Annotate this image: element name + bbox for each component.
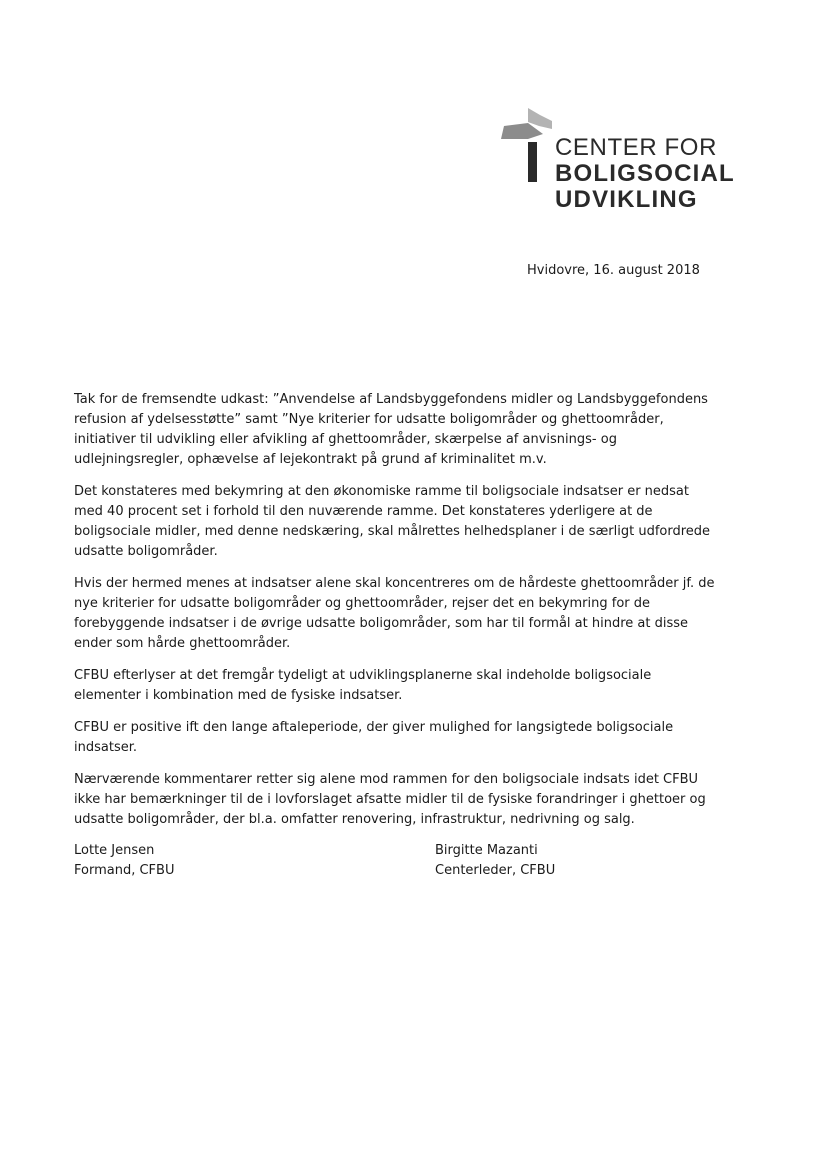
signatory-title: Centerleder, CFBU xyxy=(435,863,556,878)
logo-wordmark xyxy=(555,136,735,214)
paragraph: Det konstateres med bekymring at den økonomiske ramme til boligsociale indsatser er nedsat med 40 procent set i forhold til den nuværende ramme. Det konstateres yderligere at de boligsociale midler, med denne nedskæring, skal målrettes helhedsplaner i de særligt udfordrede udsatte boligområder. xyxy=(74,484,711,559)
signpost-logo-icon xyxy=(497,106,557,186)
letter-body xyxy=(74,390,722,842)
paragraph: Tak for de fremsendte udkast: ”Anvendelse af Landsbyggefondens midler og Landsbyggefondens refusion af ydelsesstøtte” samt ”Nye kriterier for udsatte boligområder og ghettoområder, initiativer til udvikling eller afvikling af ghettoområder, skærpelse af anvisnings- og udlejningsregler, ophævelse af lejekontrakt på grund af kriminalitet m.v. xyxy=(74,392,708,467)
signatory-title: Formand, CFBU xyxy=(74,863,175,878)
paragraph: CFBU er positive ift den lange aftaleperiode, der giver mulighed for langsigtede boligsociale indsatser. xyxy=(74,720,674,755)
signatory-name: Lotte Jensen xyxy=(74,843,155,858)
signature-block-right xyxy=(435,841,555,881)
signature-block-left xyxy=(74,841,174,881)
paragraph: Nærværende kommentarer retter sig alene mod rammen for den boligsociale indsats idet CFBU ikke har bemærkninger til de i lovforslaget afsatte midler til de fysiske forandringer i ghettoer og udsatte boligområder, der bl.a. omfatter renovering, infrastruktur, nedrivning og salg. xyxy=(74,772,706,827)
letter-date: Hvidovre, 16. august 2018 xyxy=(527,263,700,278)
paragraph: CFBU efterlyser at det fremgår tydeligt at udviklingsplanerne skal indeholde boligsociale elementer i kombination med de fysiske indsatser. xyxy=(74,668,652,703)
logo-line-2: BOLIGSOCIAL xyxy=(555,160,735,187)
signatory-name: Birgitte Mazanti xyxy=(435,843,538,858)
logo-line-1: CENTER FOR xyxy=(555,134,717,161)
paragraph: Hvis der hermed menes at indsatser alene skal koncentreres om de hårdeste ghettoområder jf. de nye kriterier for udsatte boligområder og ghettoområder, rejser det en bekymring for de forebyggende indsatser i de øvrige udsatte boligområder, som har til formål at hindre at disse ender som hårde ghettoområder. xyxy=(74,576,715,651)
organization-logo xyxy=(497,106,757,224)
logo-line-3: UDVIKLING xyxy=(555,186,698,213)
